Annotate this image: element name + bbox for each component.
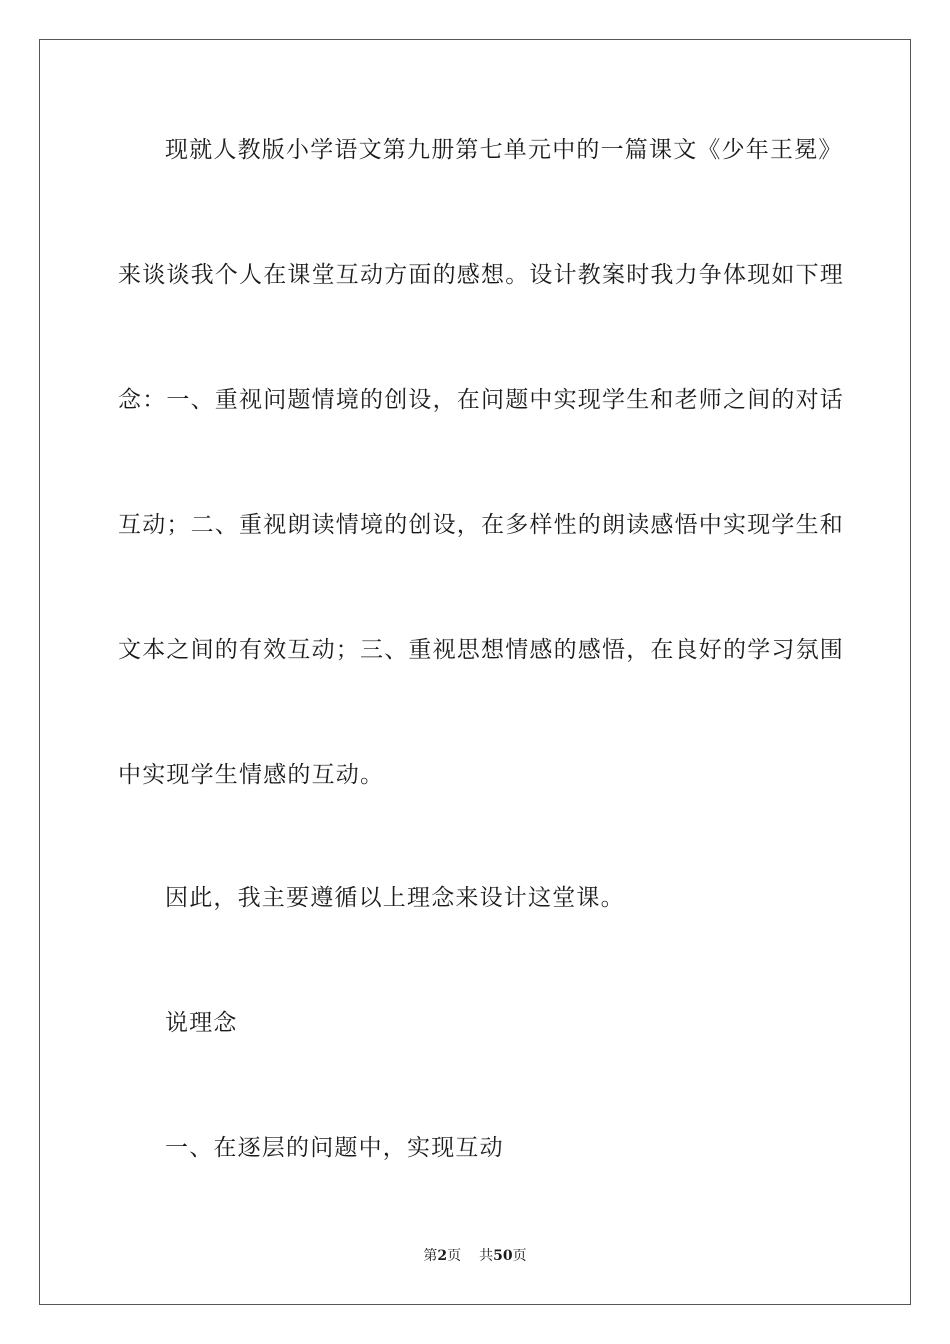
page-footer <box>0 1247 950 1265</box>
subsection-heading: 一、在逐层的问题中，实现互动 <box>165 1135 504 1161</box>
total-pages: 50 <box>493 1248 513 1264</box>
section-heading: 说理念 <box>165 1010 238 1036</box>
page-number: 2 <box>437 1248 448 1264</box>
total-suffix: 页 <box>512 1248 527 1264</box>
paragraph-conclusion: 因此，我主要遵循以上理念来设计这堂课。 <box>165 885 625 911</box>
paragraph-line-5: 文本之间的有效互动；三、重视思想情感的感悟，在良好的学习氛围 <box>118 637 844 663</box>
paragraph-line-4: 互动；二、重视朗读情境的创设，在多样性的朗读感悟中实现学生和 <box>118 512 844 538</box>
page-suffix: 页 <box>447 1248 462 1264</box>
paragraph-line-2: 来谈谈我个人在课堂互动方面的感想。设计教案时我力争体现如下理 <box>118 262 844 288</box>
paragraph-line-3: 念：一、重视问题情境的创设，在问题中实现学生和老师之间的对话 <box>118 387 844 413</box>
paragraph-line-6: 中实现学生情感的互动。 <box>118 762 385 788</box>
paragraph-line-1: 现就人教版小学语文第九册第七单元中的一篇课文《少年王冕》 <box>165 137 843 163</box>
total-prefix: 共 <box>479 1248 494 1264</box>
page-prefix: 第 <box>423 1248 438 1264</box>
page-border <box>39 39 911 1305</box>
